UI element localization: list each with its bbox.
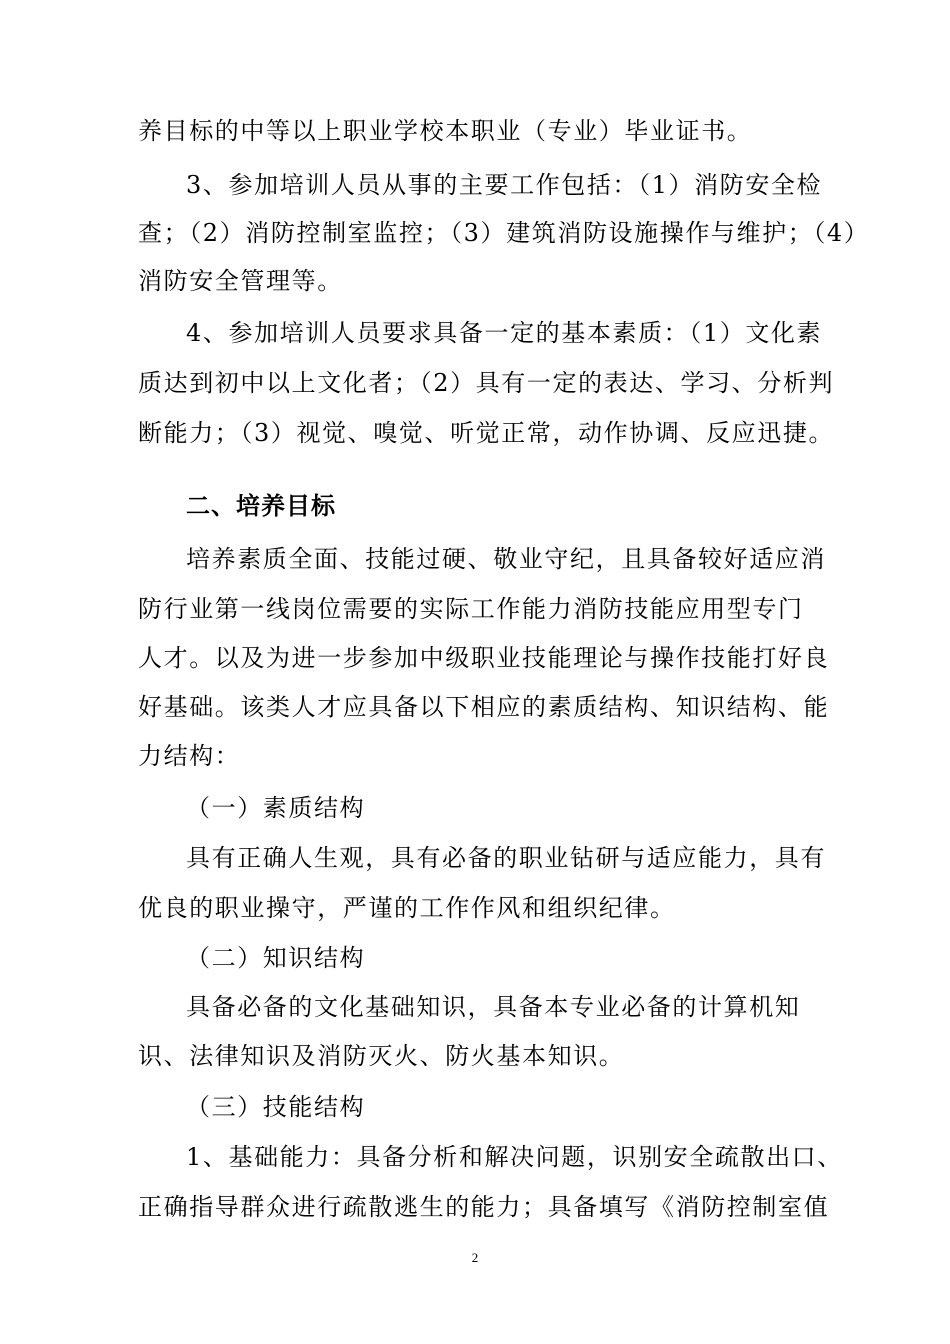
paragraph-line: 4、参加培训人员要求具备一定的基本素质：（1）文化素: [186, 319, 823, 347]
paragraph-line: 防行业第一线岗位需要的实际工作能力消防技能应用型专门: [138, 595, 804, 623]
page-number: 2: [471, 1250, 479, 1265]
paragraph-line: 养目标的中等以上职业学校本职业（专业）毕业证书。: [138, 117, 753, 145]
paragraph-line: 1、基础能力：具备分析和解决问题，识别安全疏散出口、: [186, 1143, 843, 1171]
subsection-heading: （二）知识结构: [186, 944, 366, 972]
paragraph-line: 培养素质全面、技能过硬、敬业守纪，且具备较好适应消: [186, 545, 826, 573]
paragraph-line: 力结构：: [138, 742, 241, 770]
paragraph-line: 消防安全管理等。: [138, 267, 343, 295]
paragraph-line: 具备必备的文化基础知识，具备本专业必备的计算机知: [186, 993, 801, 1021]
paragraph-line: 3、参加培训人员从事的主要工作包括：（1）消防安全检: [186, 171, 823, 199]
section-heading: 二、培养目标: [186, 492, 336, 520]
subsection-heading: （三）技能结构: [186, 1093, 366, 1121]
subsection-heading: （一）素质结构: [186, 794, 366, 822]
paragraph-line: 查；（2）消防控制室监控；（3）建筑消防设施操作与维护；（4）: [138, 219, 870, 247]
paragraph-line: 识、法律知识及消防灭火、防火基本知识。: [138, 1042, 625, 1070]
paragraph-line: 断能力；（3）视觉、嗅觉、听觉正常，动作协调、反应迅捷。: [138, 419, 835, 447]
paragraph-line: 质达到初中以上文化者；（2）具有一定的表达、学习、分析判: [138, 369, 835, 397]
paragraph-line: 人才。以及为进一步参加中级职业技能理论与操作技能打好良: [138, 644, 830, 672]
paragraph-line: 具有正确人生观，具有必备的职业钻研与适应能力，具有: [186, 844, 826, 872]
paragraph-line: 正确指导群众进行疏散逃生的能力；具备填写《消防控制室值: [138, 1193, 830, 1221]
paragraph-line: 好基础。该类人才应具备以下相应的素质结构、知识结构、能: [138, 693, 830, 721]
paragraph-line: 优良的职业操守，严谨的工作作风和组织纪律。: [138, 894, 676, 922]
